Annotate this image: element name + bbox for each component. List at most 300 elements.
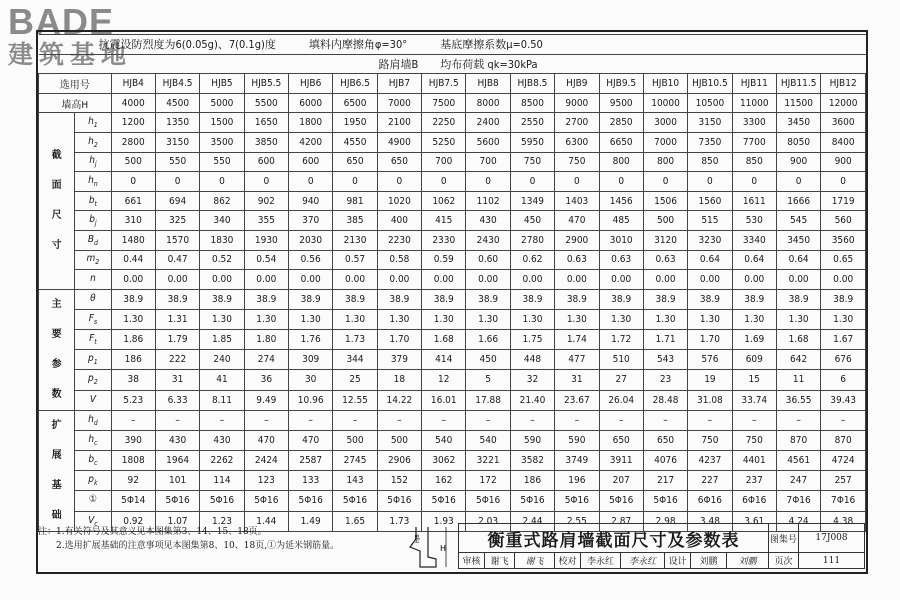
value-cell: 3340	[732, 230, 776, 250]
value-cell: 0.60	[466, 250, 510, 270]
value-cell: 0	[466, 172, 510, 192]
value-cell: 240	[200, 350, 244, 370]
table-row	[39, 270, 866, 290]
value-cell: 1.30	[776, 309, 820, 329]
value-cell: 650	[377, 152, 421, 172]
height-row	[39, 93, 866, 113]
model-cell: HJB11.5	[776, 74, 820, 94]
table-row	[39, 289, 866, 309]
value-cell: 1.73	[377, 511, 421, 531]
symbol-subscript: c	[94, 459, 98, 468]
value-cell: 0.00	[244, 270, 288, 290]
value-cell: 5Φ16	[244, 491, 288, 511]
value-cell: 3450	[776, 113, 820, 133]
value-cell: 600	[289, 152, 333, 172]
value-cell: 23.67	[555, 390, 599, 410]
value-cell: 576	[688, 350, 732, 370]
value-cell: –	[776, 410, 820, 430]
value-cell: 0.52	[200, 250, 244, 270]
value-cell: 750	[688, 430, 732, 450]
value-cell: 101	[155, 471, 199, 491]
symbol-subscript: n	[93, 179, 98, 188]
value-cell: 1950	[333, 113, 377, 133]
value-cell: 1.93	[422, 511, 466, 531]
symbol-main: h	[88, 413, 94, 425]
value-cell: 3000	[643, 113, 687, 133]
value-cell: 5Φ14	[111, 491, 155, 511]
value-cell: 0.00	[200, 270, 244, 290]
value-cell: 0.00	[555, 270, 599, 290]
symbol-subscript: t	[94, 199, 98, 208]
model-cell: HJB12	[821, 74, 866, 94]
table-row	[39, 172, 866, 192]
value-cell: 530	[732, 211, 776, 231]
value-cell: 1.30	[422, 309, 466, 329]
value-cell: –	[555, 410, 599, 430]
value-cell: 600	[244, 152, 288, 172]
value-cell: 30	[289, 370, 333, 390]
model-cell: HJB4.5	[155, 74, 199, 94]
value-cell: 0.63	[599, 250, 643, 270]
value-cell: 1.30	[510, 309, 554, 329]
value-cell: 390	[111, 430, 155, 450]
value-cell: 676	[821, 350, 866, 370]
value-cell: 0.64	[688, 250, 732, 270]
value-cell: 8400	[821, 132, 866, 152]
parameter-symbol	[75, 270, 111, 290]
symbol-subscript: k	[93, 479, 98, 488]
model-cell: HJB5.5	[244, 74, 288, 94]
section-title-char: 尺	[51, 210, 62, 222]
value-cell: 17.88	[466, 390, 510, 410]
table-row	[39, 330, 866, 350]
value-cell: 540	[422, 430, 466, 450]
value-cell: 0	[244, 172, 288, 192]
value-cell: 940	[289, 191, 333, 211]
value-cell: 2250	[422, 113, 466, 133]
value-cell: 3150	[155, 132, 199, 152]
value-cell: 2700	[555, 113, 599, 133]
value-cell: 5Φ16	[155, 491, 199, 511]
value-cell: 18	[377, 370, 421, 390]
value-cell: 1403	[555, 191, 599, 211]
section-title-char: 主	[51, 298, 62, 310]
symbol-subscript: 2	[95, 258, 100, 267]
section-title-char: 参	[51, 358, 62, 370]
value-cell: 0.00	[776, 270, 820, 290]
value-cell: 0.00	[643, 270, 687, 290]
value-cell: 31.08	[688, 390, 732, 410]
value-cell: 4900	[377, 132, 421, 152]
height-cell: 8500	[510, 93, 554, 113]
symbol-subscript: 2	[93, 378, 98, 387]
value-cell: 31	[555, 370, 599, 390]
value-cell: 25	[333, 370, 377, 390]
model-cell: HJB8.5	[510, 74, 554, 94]
value-cell: 257	[821, 471, 866, 491]
value-cell: 1062	[422, 191, 466, 211]
value-cell: 750	[555, 152, 599, 172]
value-cell: –	[422, 410, 466, 430]
value-cell: 0.54	[244, 250, 288, 270]
title-block	[458, 523, 864, 569]
value-cell: 207	[599, 471, 643, 491]
value-cell: 355	[244, 211, 288, 231]
value-cell: 0.63	[643, 250, 687, 270]
value-cell: 1.75	[510, 330, 554, 350]
value-cell: 470	[289, 430, 333, 450]
value-cell: 0.57	[333, 250, 377, 270]
value-cell: –	[688, 410, 732, 430]
value-cell: 4561	[776, 451, 820, 471]
value-cell: 0	[510, 172, 554, 192]
value-cell: 2.03	[466, 511, 510, 531]
value-cell: 0.00	[821, 270, 866, 290]
value-cell: 4200	[289, 132, 333, 152]
value-cell: 5Φ16	[422, 491, 466, 511]
table-row	[39, 410, 866, 430]
parameter-symbol	[75, 451, 111, 471]
value-cell: 2587	[289, 451, 333, 471]
value-cell: 5Φ16	[333, 491, 377, 511]
height-cell: 7500	[422, 93, 466, 113]
value-cell: 0	[422, 172, 466, 192]
value-cell: 2900	[555, 230, 599, 250]
value-cell: 900	[776, 152, 820, 172]
checker-name: 李永红	[581, 553, 621, 569]
value-cell: 2030	[289, 230, 333, 250]
value-cell: 1.85	[200, 330, 244, 350]
model-cell: HJB5	[200, 74, 244, 94]
value-cell: 247	[776, 471, 820, 491]
value-cell: 1.30	[599, 309, 643, 329]
symbol-main: b	[89, 214, 95, 226]
symbol-main: m	[86, 253, 96, 265]
value-cell: 217	[643, 471, 687, 491]
value-cell: 470	[555, 211, 599, 231]
value-cell: 694	[155, 191, 199, 211]
value-cell: 2400	[466, 113, 510, 133]
model-cell: HJB7.5	[422, 74, 466, 94]
value-cell: 850	[732, 152, 776, 172]
parameter-symbol	[75, 350, 111, 370]
value-cell: 1020	[377, 191, 421, 211]
height-cell: 6500	[333, 93, 377, 113]
section-title-char: 寸	[51, 240, 62, 252]
value-cell: 5Φ16	[289, 491, 333, 511]
value-cell: 2100	[377, 113, 421, 133]
value-cell: 800	[599, 152, 643, 172]
parameter-symbol	[75, 330, 111, 350]
value-cell: 310	[111, 211, 155, 231]
symbol-main: B	[87, 233, 94, 245]
value-cell: 1480	[111, 230, 155, 250]
height-cell: 7000	[377, 93, 421, 113]
value-cell: 560	[821, 211, 866, 231]
value-cell: 2130	[333, 230, 377, 250]
table-row	[39, 132, 866, 152]
height-cell: 4000	[111, 93, 155, 113]
value-cell: 2745	[333, 451, 377, 471]
model-cell: HJB9.5	[599, 74, 643, 94]
value-cell: 38.9	[821, 289, 866, 309]
value-cell: 2.55	[555, 511, 599, 531]
height-cell: 11500	[776, 93, 820, 113]
value-cell: 172	[466, 471, 510, 491]
seismic-header: 抗震设防烈度为6(0.05g)、7(0.1g)度 填料内摩擦角φ=30° 基底摩擦系数μ=0.50	[39, 35, 866, 55]
value-cell: 38.9	[111, 289, 155, 309]
drawing-title: 衡重式路肩墙截面尺寸及参数表	[459, 524, 769, 553]
value-cell: 3.48	[688, 511, 732, 531]
symbol-subscript: j	[94, 219, 97, 228]
value-cell: 1800	[289, 113, 333, 133]
symbol-main: ①	[88, 494, 97, 506]
value-cell: 1506	[643, 191, 687, 211]
value-cell: 2780	[510, 230, 554, 250]
value-cell: 1.79	[155, 330, 199, 350]
parameter-symbol	[75, 289, 111, 309]
value-cell: 448	[510, 350, 554, 370]
symbol-subscript: d	[93, 418, 98, 427]
value-cell: 0	[732, 172, 776, 192]
symbol-main: n	[90, 272, 96, 284]
value-cell: 1.30	[111, 309, 155, 329]
value-cell: 1.72	[599, 330, 643, 350]
value-cell: 4550	[333, 132, 377, 152]
value-cell: 2850	[599, 113, 643, 133]
value-cell: 981	[333, 191, 377, 211]
value-cell: 3850	[244, 132, 288, 152]
value-cell: 2.98	[643, 511, 687, 531]
value-cell: 4.24	[776, 511, 820, 531]
value-cell: 133	[289, 471, 333, 491]
model-cell: HJB10	[643, 74, 687, 94]
value-cell: 590	[510, 430, 554, 450]
value-cell: 543	[643, 350, 687, 370]
value-cell: 3221	[466, 451, 510, 471]
value-cell: 0.63	[555, 250, 599, 270]
value-cell: 27	[599, 370, 643, 390]
value-cell: 477	[555, 350, 599, 370]
symbol-main: b	[88, 194, 95, 206]
symbol-main: V	[89, 393, 96, 405]
value-cell: 33.74	[732, 390, 776, 410]
table-row	[39, 152, 866, 172]
value-cell: 1.73	[333, 330, 377, 350]
value-cell: 38.9	[555, 289, 599, 309]
value-cell: 0	[599, 172, 643, 192]
value-cell: 344	[333, 350, 377, 370]
value-cell: –	[599, 410, 643, 430]
parameter-symbol	[75, 250, 111, 270]
value-cell: 510	[599, 350, 643, 370]
value-cell: 0.62	[510, 250, 554, 270]
model-cell: HJB8	[466, 74, 510, 94]
value-cell: 5Φ16	[200, 491, 244, 511]
symbol-subscript: 1	[93, 358, 98, 367]
value-cell: 550	[155, 152, 199, 172]
value-cell: 7Φ16	[821, 491, 866, 511]
symbol-main: θ	[90, 292, 96, 304]
section-title-char: 面	[51, 180, 62, 192]
value-cell: 32	[510, 370, 554, 390]
value-cell: 3150	[688, 113, 732, 133]
section-title-char: 展	[51, 449, 62, 461]
value-cell: 0.59	[422, 250, 466, 270]
parameter-symbol	[75, 211, 111, 231]
parameter-symbol	[75, 230, 111, 250]
height-cell: 11000	[732, 93, 776, 113]
value-cell: 540	[466, 430, 510, 450]
parameter-symbol	[75, 491, 111, 511]
value-cell: 36.55	[776, 390, 820, 410]
value-cell: 0.00	[466, 270, 510, 290]
value-cell: 1.44	[244, 511, 288, 531]
height-cell: 12000	[821, 93, 866, 113]
value-cell: 1.23	[200, 511, 244, 531]
logo-latin: BADE	[8, 1, 115, 42]
value-cell: 1611	[732, 191, 776, 211]
value-cell: 1.30	[555, 309, 599, 329]
model-cell: HJB6	[289, 74, 333, 94]
value-cell: 38.9	[289, 289, 333, 309]
note-1: 注：1.有关符号及其意义见本图集第3、14、15、18页。	[38, 527, 267, 537]
value-cell: 800	[643, 152, 687, 172]
symbol-main: F	[89, 333, 95, 345]
value-cell: 545	[776, 211, 820, 231]
page-label: 页次	[769, 553, 799, 569]
value-cell: 114	[200, 471, 244, 491]
value-cell: 862	[200, 191, 244, 211]
value-cell: 0.00	[289, 270, 333, 290]
value-cell: 38.9	[688, 289, 732, 309]
value-cell: 0	[688, 172, 732, 192]
symbol-main: p	[88, 474, 94, 486]
height-cell: 4500	[155, 93, 199, 113]
value-cell: 3.61	[732, 511, 776, 531]
parameter-symbol	[75, 430, 111, 450]
value-cell: 370	[289, 211, 333, 231]
value-cell: 1.66	[466, 330, 510, 350]
value-cell: 0	[200, 172, 244, 192]
value-cell: 8.11	[200, 390, 244, 410]
value-cell: 3010	[599, 230, 643, 250]
value-cell: 4401	[732, 451, 776, 471]
value-cell: 0.00	[155, 270, 199, 290]
value-cell: 0	[333, 172, 377, 192]
symbol-subscript: s	[93, 317, 98, 326]
value-cell: 5Φ16	[510, 491, 554, 511]
symbol-subscript: 2	[93, 140, 98, 149]
section-title-char: 要	[51, 328, 62, 340]
value-cell: 750	[732, 430, 776, 450]
value-cell: 0.47	[155, 250, 199, 270]
value-cell: 14.22	[377, 390, 421, 410]
height-cell: 6000	[289, 93, 333, 113]
checker-signature: 李永红	[621, 553, 665, 569]
value-cell: 1.30	[732, 309, 776, 329]
parameter-symbol	[75, 172, 111, 192]
value-cell: 0.00	[510, 270, 554, 290]
value-cell: 31	[155, 370, 199, 390]
parameter-symbol	[75, 132, 111, 152]
value-cell: 21.40	[510, 390, 554, 410]
value-cell: 4076	[643, 451, 687, 471]
value-cell: 6300	[555, 132, 599, 152]
value-cell: 38.9	[776, 289, 820, 309]
value-cell: 3062	[422, 451, 466, 471]
symbol-main: h	[88, 433, 95, 445]
value-cell: 1.86	[111, 330, 155, 350]
table-row	[39, 370, 866, 390]
value-cell: 0	[821, 172, 866, 192]
height-cell: 9500	[599, 93, 643, 113]
value-cell: 1830	[200, 230, 244, 250]
value-cell: 38.9	[643, 289, 687, 309]
designer-name: 刘鹏	[691, 553, 727, 569]
value-cell: 1350	[155, 113, 199, 133]
value-cell: 1.07	[155, 511, 199, 531]
value-cell: 0	[155, 172, 199, 192]
section-title-char: 截	[51, 150, 62, 162]
section-title-char: 础	[51, 509, 62, 521]
value-cell: 590	[555, 430, 599, 450]
wall-type-header: 路肩墙B 均布荷载 qk=30kPa	[39, 54, 866, 74]
value-cell: 1.30	[688, 309, 732, 329]
value-cell: –	[289, 410, 333, 430]
value-cell: 2550	[510, 113, 554, 133]
value-cell: 36	[244, 370, 288, 390]
value-cell: 1.30	[466, 309, 510, 329]
symbol-subscript: t	[94, 338, 97, 347]
table-row	[39, 451, 866, 471]
section-title	[39, 410, 75, 531]
value-cell: 485	[599, 211, 643, 231]
value-cell: –	[510, 410, 554, 430]
value-cell: 0.00	[111, 270, 155, 290]
value-cell: 1.30	[200, 309, 244, 329]
value-cell: 1.80	[244, 330, 288, 350]
value-cell: 1456	[599, 191, 643, 211]
table-row	[39, 491, 866, 511]
value-cell: 379	[377, 350, 421, 370]
value-cell: 1.70	[377, 330, 421, 350]
table-row	[39, 191, 866, 211]
height-cell: 10500	[688, 93, 732, 113]
value-cell: 3560	[821, 230, 866, 250]
value-cell: 430	[466, 211, 510, 231]
value-cell: 1719	[821, 191, 866, 211]
value-cell: 1570	[155, 230, 199, 250]
value-cell: 38.9	[333, 289, 377, 309]
value-cell: 6.33	[155, 390, 199, 410]
value-cell: 23	[643, 370, 687, 390]
value-cell: 0	[289, 172, 333, 192]
value-cell: 1560	[688, 191, 732, 211]
parameter-symbol	[75, 390, 111, 410]
value-cell: 900	[821, 152, 866, 172]
symbol-main: V	[88, 514, 95, 526]
value-cell: 237	[732, 471, 776, 491]
value-cell: 325	[155, 211, 199, 231]
value-cell: 5	[466, 370, 510, 390]
value-cell: 430	[155, 430, 199, 450]
value-cell: 0.00	[377, 270, 421, 290]
value-cell: 26.04	[599, 390, 643, 410]
value-cell: 650	[599, 430, 643, 450]
footer	[38, 521, 866, 572]
value-cell: 850	[688, 152, 732, 172]
